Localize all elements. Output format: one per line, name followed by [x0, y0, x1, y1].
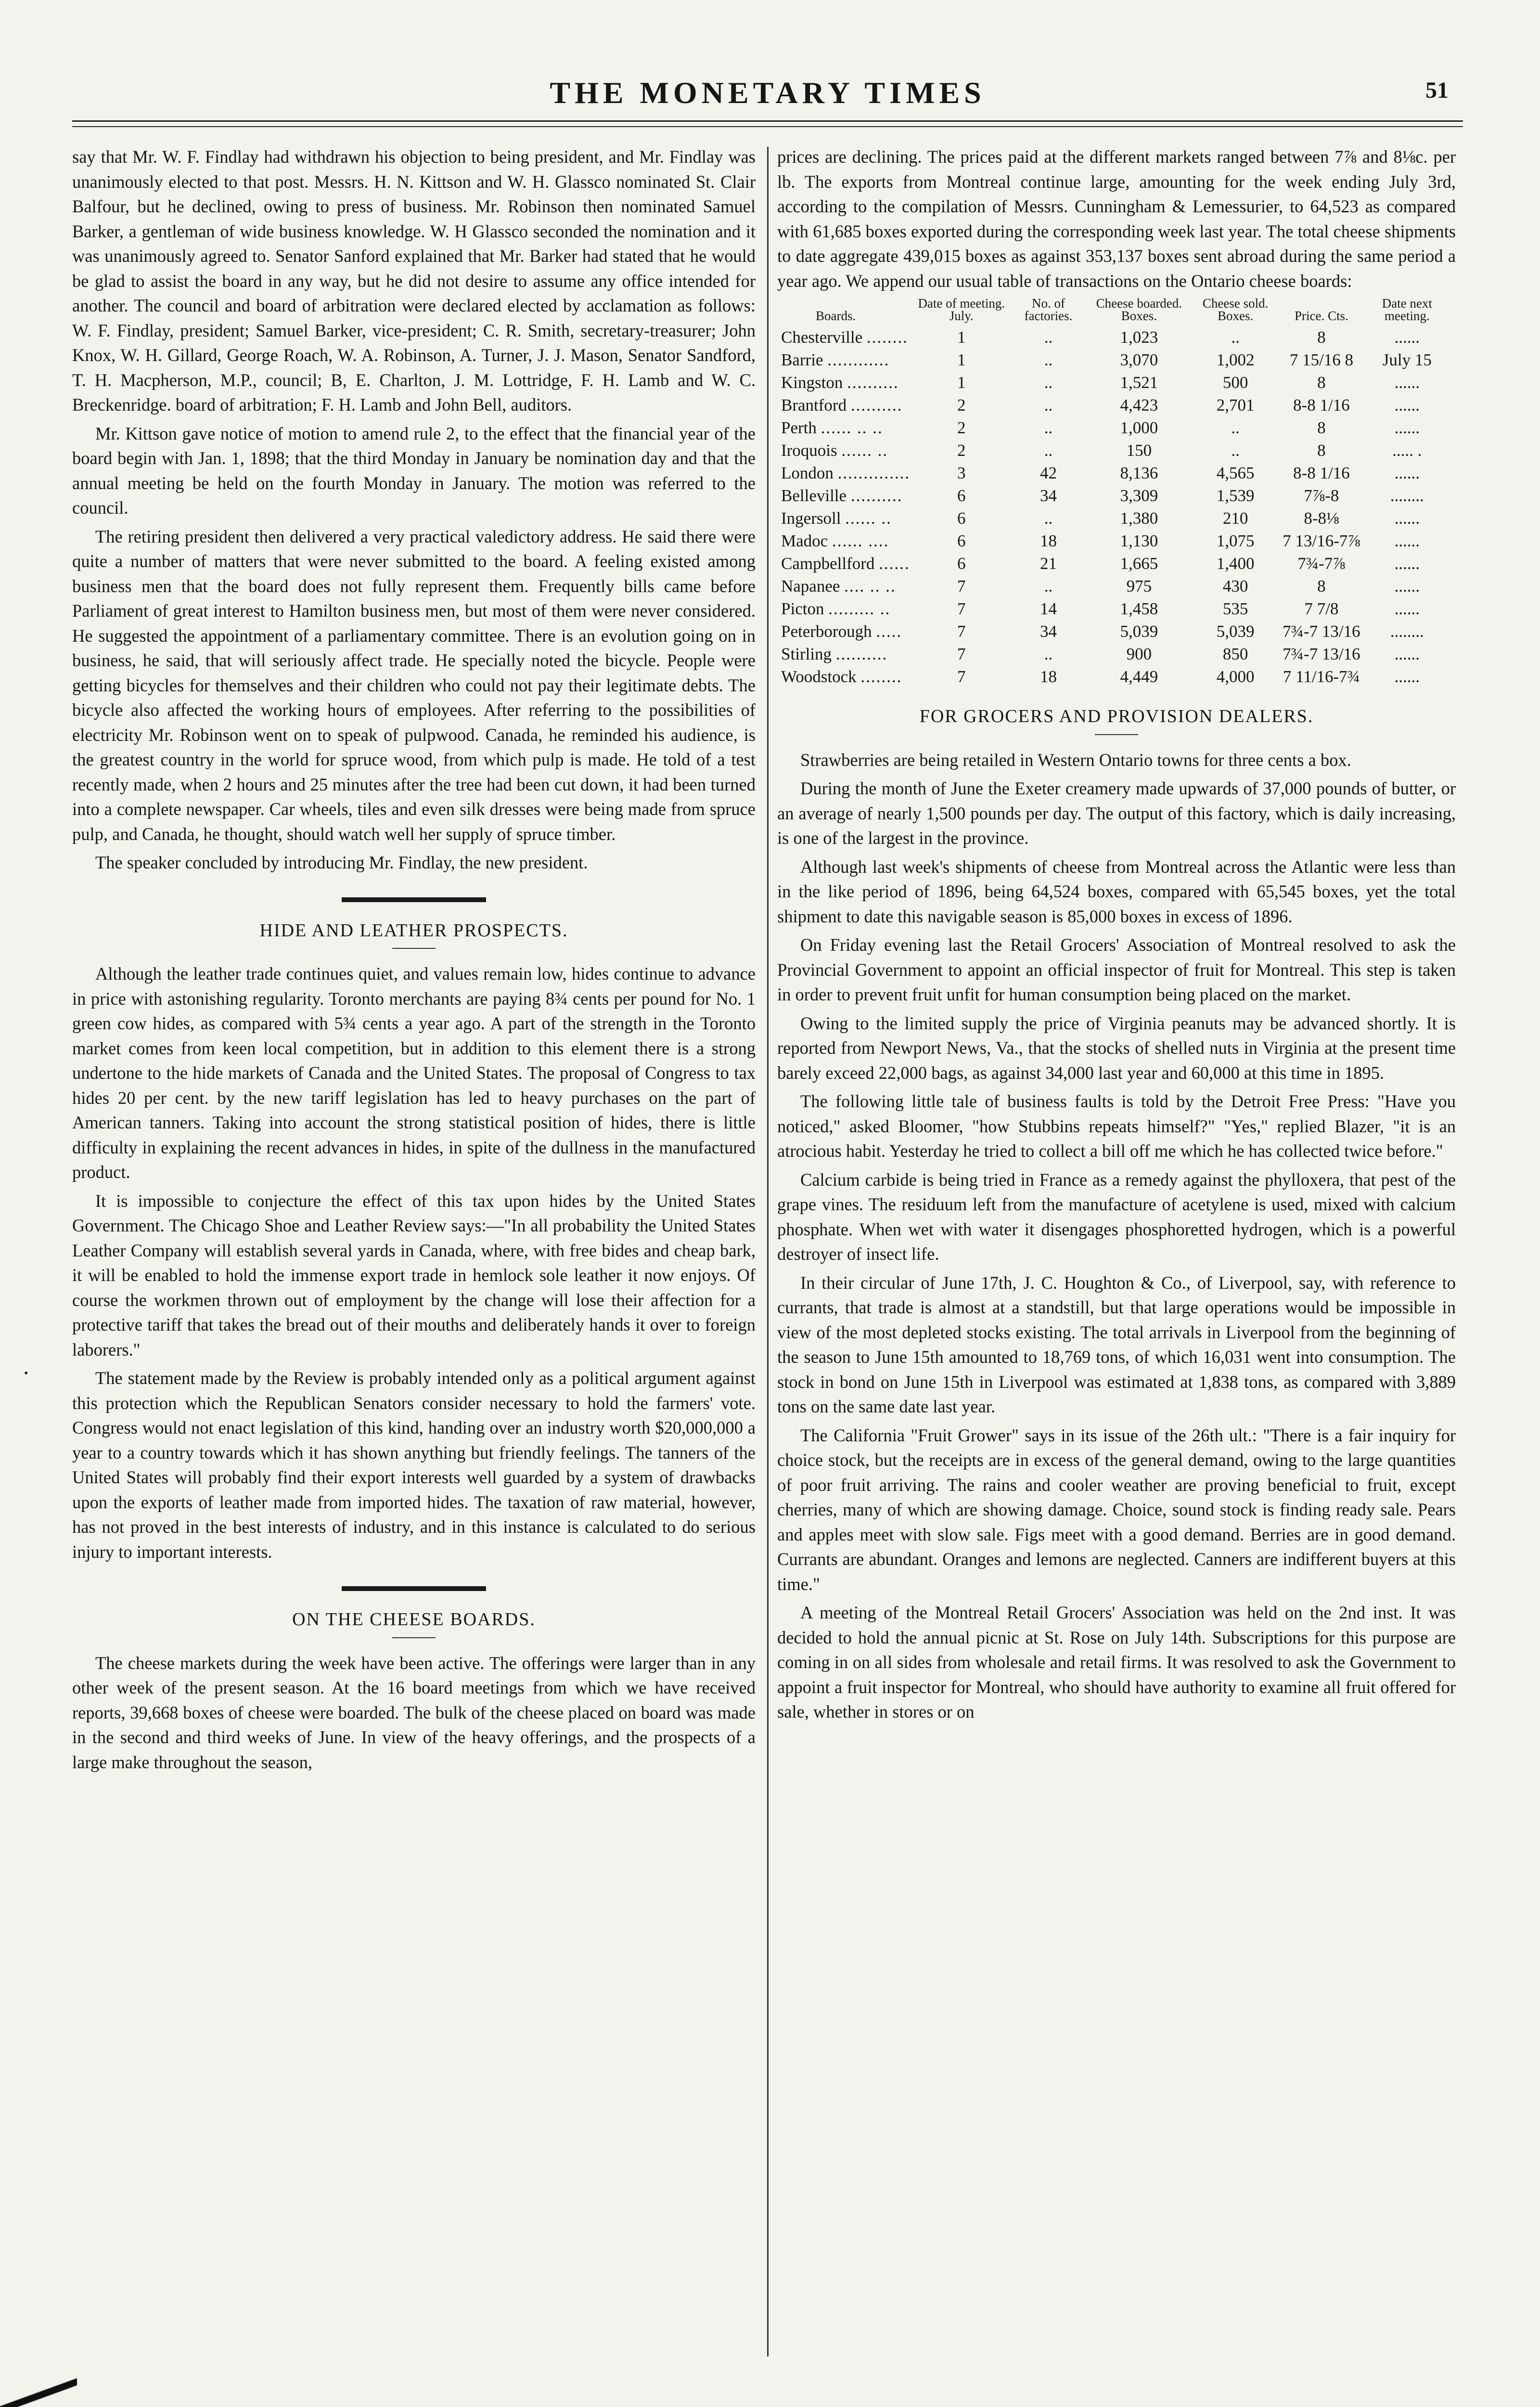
- leader-dots: ..........: [847, 373, 899, 392]
- cell-factories: ..: [1044, 373, 1053, 392]
- board-name: Barrie: [781, 350, 823, 369]
- leader-dots: .... .. ..: [844, 577, 896, 595]
- cell-sold: 210: [1222, 509, 1248, 528]
- cell-factories: 34: [1040, 622, 1057, 641]
- table-header-row: [777, 297, 1451, 326]
- cell-sold: ..: [1231, 441, 1240, 460]
- cell-sold: 5,039: [1216, 622, 1255, 641]
- cell-date: 7: [957, 577, 966, 595]
- board-name: Ingersoll: [781, 509, 841, 528]
- title-underline: [392, 948, 436, 949]
- cell-boarded: 1,521: [1120, 373, 1158, 392]
- cell-factories: 42: [1040, 464, 1057, 482]
- cell-factories: ..: [1044, 509, 1053, 528]
- board-name: Kingston: [781, 373, 843, 392]
- cell-factories: 14: [1040, 599, 1057, 618]
- cell-next: ......: [1394, 554, 1420, 573]
- cell-price: 7 15/16 8: [1289, 350, 1353, 369]
- cell-sold: 4,000: [1216, 667, 1255, 686]
- cell-factories: 34: [1040, 486, 1057, 505]
- table-row: [777, 349, 1451, 371]
- cell-price: 8-8⅛: [1304, 509, 1339, 528]
- cell-boarded: 150: [1126, 441, 1152, 460]
- cell-factories: 18: [1040, 667, 1057, 686]
- cell-board: [777, 665, 913, 688]
- cell-sold: 1,539: [1216, 486, 1255, 505]
- cell-sold: 2,701: [1216, 396, 1255, 414]
- cell-board: [777, 530, 913, 552]
- table-body: [777, 326, 1451, 688]
- paragraph: The following little tale of business faults is told by the Detroit Free Press: "Have you noticed," asked Bloomer, "how Stubbins repeats himself?" "Yes," replied Blazer, "it is an atrocious habit. Yesterday he tried to collect a bill off me which he has collected twice before.": [777, 1091, 1456, 1161]
- board-name: Picton: [781, 599, 824, 618]
- section-title-cheese-boards: ON THE CHEESE BOARDS.: [292, 1609, 536, 1630]
- paragraph: Although last week's shipments of cheese from Montreal across the Atlantic were less than in the like period of 1896, being 64,524 boxes, compared with 65,545 boxes, yet the total shipment to date this navigable season is 85,000 boxes in excess of 1896.: [777, 856, 1456, 926]
- paragraph: In their circular of June 17th, J. C. Houghton & Co., of Liverpool, say, with reference to currants, that trade is almost at a standstill, but that large operations would be impossible in view of the most depleted stocks existing. The total arrivals in Liverpool from the beginning of the season to June 15th amounted to 18,769 tons, of which 16,031 went into consumption. The stock in bond on June 15th in Liverpool was estimated at 1,838 tons, as compared with 3,889 tons on the same date last year.: [777, 1272, 1456, 1416]
- paragraph: The statement made by the Review is probably intended only as a political argument against this protection which the Republican Senators consider necessary to hold the farmers' vote. Congress would not enact legislation of this kind, handing over an industry worth $20,000,000 a year to a country towards which it has shown anything but friendly feelings. The tanners of the United States will probably find their export interests well guarded by a system of drawbacks upon the exports of leather made from imported hides. The taxation of raw material, however, has not proved in the best interests of industry, and in this instance is calculated to do serious injury to important interests.: [72, 1368, 756, 1562]
- cell-date: 1: [957, 328, 966, 347]
- cell-date: 7: [957, 599, 966, 618]
- leader-dots: ..............: [837, 464, 911, 482]
- title-underline: [392, 1637, 436, 1638]
- cell-date: 1: [957, 373, 966, 392]
- table-row: [777, 371, 1451, 394]
- right-column: [777, 144, 1456, 1728]
- cell-next: ......: [1394, 418, 1420, 437]
- leader-dots: ..........: [835, 645, 888, 663]
- cell-price: 7 13/16-7⅞: [1283, 531, 1360, 550]
- cell-boarded: 1,665: [1120, 554, 1158, 573]
- cell-next: ......: [1394, 328, 1420, 347]
- header-next-meeting: Date next meeting.: [1382, 296, 1432, 323]
- header-date: Date of meeting. July.: [918, 296, 1005, 323]
- section-divider: [342, 1586, 486, 1591]
- table-row: [777, 484, 1451, 507]
- masthead: [72, 72, 1463, 111]
- header-rule-thin: [72, 126, 1463, 127]
- cell-factories: 18: [1040, 531, 1057, 550]
- table-row: [777, 439, 1451, 462]
- cell-date: 7: [957, 645, 966, 663]
- board-name: Campbellford: [781, 554, 875, 573]
- table-row: [777, 530, 1451, 552]
- paragraph: The speaker concluded by introducing Mr. Findlay, the new president.: [95, 853, 588, 872]
- cell-price: 7 7/8: [1304, 599, 1339, 618]
- cell-date: 6: [957, 486, 966, 505]
- table-row: [777, 597, 1451, 620]
- paragraph: Owing to the limited supply the price of Virginia peanuts may be advanced shortly. It is reported from Newport News, Va., that the stocks of shelled nuts in Virginia at the present time barely exceed 22,000 bags, as against 34,000 last year and 60,000 at this time in 1895.: [777, 1013, 1456, 1083]
- leader-dots: ...... ....: [832, 531, 889, 550]
- cell-date: 6: [957, 531, 966, 550]
- cell-price: 7¾-7⅞: [1297, 554, 1346, 573]
- board-name: Perth: [781, 418, 817, 437]
- publication-title: THE MONETARY TIMES: [550, 76, 986, 110]
- cell-boarded: 1,130: [1120, 531, 1158, 550]
- left-column: [72, 144, 756, 1778]
- paragraph: say that Mr. W. F. Findlay had withdrawn his objection to being president, and Mr. Findlay was unanimously elected to that post. Messrs. H. N. Kittson and W. H. Glassco nominated St. Clair Balfour, but he declined, owing to press of business. Mr. Robinson then nominated Samuel Barker, a gentleman of wide business knowledge. W. H Glassco seconded the nomination and it was unanimously agreed to. Senator Sanford explained that Mr. Barker had stated that he would be glad to assist the board in any way, but he did not desire to assume any office intended for another. The council and board of arbitration were declared elected by acclamation as follows: W. F. Findlay, president; Samuel Barker, vice-president; C. R. Smith, secretary-treasurer; John Knox, W. H. Gillard, George Roach, W. A. Robinson, A. Turner, J. J. Mason, Senator Sandford, T. H. Macpherson, M.P., council; B, E. Charlton, J. M. Lottridge, F. H. Lamb and W. C. Breckenridge. board of arbitration; F. H. Lamb and John Bell, auditors.: [72, 147, 756, 414]
- board-name: Brantford: [781, 396, 847, 414]
- table-row: [777, 620, 1451, 643]
- cell-price: 7 11/16-7¾: [1283, 667, 1360, 686]
- cell-date: 7: [957, 622, 966, 641]
- cell-date: 2: [957, 396, 966, 414]
- cell-boarded: 3,309: [1120, 486, 1158, 505]
- leader-dots: ..........: [850, 486, 903, 505]
- cell-boarded: 4,449: [1120, 667, 1158, 686]
- section-title-hide-leather: HIDE AND LEATHER PROSPECTS.: [259, 920, 568, 941]
- cell-board: [777, 439, 913, 462]
- cell-board: [777, 620, 913, 643]
- title-underline: [1095, 734, 1138, 735]
- cheese-boards-table: [777, 297, 1451, 688]
- cell-board: [777, 597, 913, 620]
- leader-dots: ...... .. ..: [821, 418, 883, 437]
- cell-boarded: 1,380: [1120, 509, 1158, 528]
- board-name: Madoc: [781, 531, 828, 550]
- cell-sold: ..: [1231, 328, 1240, 347]
- board-name: London: [781, 464, 834, 482]
- section-divider: [342, 897, 486, 902]
- cell-board: [777, 394, 913, 416]
- leader-dots: ......... ..: [828, 599, 891, 618]
- cell-sold: ..: [1231, 418, 1240, 437]
- paragraph: Strawberries are being retailed in Western Ontario towns for three cents a box.: [800, 750, 1351, 770]
- leader-dots: ...... ..: [845, 509, 892, 528]
- board-name: Peterborough: [781, 622, 872, 641]
- paragraph: Mr. Kittson gave notice of motion to amend rule 2, to the effect that the financial year of the board begin with Jan. 1, 1898; that the third Monday in January be nomination day and that the annual meeting be held on the fourth Monday in January. The motion was referred to the council.: [72, 423, 756, 518]
- cell-boarded: 4,423: [1120, 396, 1158, 414]
- cell-date: 2: [957, 418, 966, 437]
- cell-board: [777, 462, 913, 484]
- paragraph: It is impossible to conjecture the effect of this tax upon hides by the United States Government. The Chicago Shoe and Leather Review says:—"In all probability the United States Leather Company will establish several yards in Canada, where, with free bides and cheap bark, it will be enabled to hold the immense export trade in hemlock sole leather it now enjoys. Of course the workmen thrown out of employment by the change will lose their affection for a protective tariff that takes the bread out of their mouths and deliberately hands it over to foreign laborers.": [72, 1191, 756, 1359]
- header-boarded: Cheese boarded. Boxes.: [1096, 296, 1182, 323]
- cell-next: ......: [1394, 577, 1420, 595]
- cell-board: [777, 416, 913, 439]
- cell-next: ......: [1394, 599, 1420, 618]
- cell-board: [777, 643, 913, 665]
- cell-next: ......: [1394, 373, 1420, 392]
- leader-dots: ......: [879, 554, 910, 573]
- board-name: Stirling: [781, 645, 832, 663]
- board-name: Belleville: [781, 486, 847, 505]
- cell-sold: 1,075: [1216, 531, 1255, 550]
- paragraph: The retiring president then delivered a very practical valedictory address. He said there were quite a number of matters that were never submitted to the board. A feeling existed among business men that the board does not fully represent them. Frequently bills came before Parliament of great interest to Hamilton business men, but most of them were never considered. He suggested the appointment of a parliamentary committee. There is an evolution going on in business, he said, that will seriously affect trade. He specially noted the bicycle. People were getting bicycles for themselves and their children who could not pay their legitimate debts. The bicycle also affected the working hours of employees. After referring to the possibilities of electricity Mr. Robinson went on to speak of pulpwood. Canada, he reminded his audience, is the greatest country in the world for spruce wood, from which pulp is made. He told of a test recently made, when 2 hours and 25 minutes after the tree had been cut down, it had been turned into a complete newspaper. Car wheels, tiles and even silk dresses were being made from spruce pulp, and Canada, he thought, should watch well her supply of spruce timber.: [72, 526, 756, 844]
- column-separator: [767, 147, 769, 2356]
- leader-dots: ........: [860, 667, 902, 686]
- table-row: [777, 665, 1451, 688]
- table-row: [777, 575, 1451, 597]
- cell-price: 8-8 1/16: [1293, 396, 1350, 414]
- cell-factories: ..: [1044, 645, 1053, 663]
- leader-dots: ............: [827, 350, 890, 369]
- margin-mark: •: [24, 1367, 28, 1380]
- paragraph: On Friday evening last the Retail Grocers' Association of Montreal resolved to ask the Provincial Government to appoint an official inspector of fruit for Montreal. This step is taken in order to prevent fruit unfit for human consumption being placed on the market.: [777, 935, 1456, 1004]
- cell-sold: 850: [1222, 645, 1248, 663]
- table-row: [777, 507, 1451, 530]
- cell-boarded: 3,070: [1120, 350, 1158, 369]
- cell-boarded: 975: [1126, 577, 1152, 595]
- cell-boarded: 900: [1126, 645, 1152, 663]
- cell-sold: 1,400: [1216, 554, 1255, 573]
- cell-factories: 21: [1040, 554, 1057, 573]
- paragraph: The California "Fruit Grower" says in its issue of the 26th ult.: "There is a fair inquiry for choice stock, but the receipts are in excess of the general demand, owing to the large quantities of poor fruit arriving. The rains and cooler weather are proving beneficial to fruit, except cherries, many of which are showing damage. Choice, sound stock is finding ready sale. Pears and apples meet with slow sale. Figs meet with a good demand. Berries are in good demand. Currants are abundant. Oranges and lemons are neglected. Canners are indifferent buyers at this time.": [777, 1425, 1456, 1594]
- cell-price: 8: [1317, 373, 1326, 392]
- cell-boarded: 5,039: [1120, 622, 1158, 641]
- cell-date: 1: [957, 350, 966, 369]
- cell-sold: 1,002: [1216, 350, 1255, 369]
- cell-factories: ..: [1044, 577, 1053, 595]
- leader-dots: ..........: [850, 396, 903, 414]
- board-name: Chesterville: [781, 328, 863, 347]
- header-boards: Boards.: [816, 309, 856, 323]
- cell-next: ........: [1390, 486, 1424, 505]
- cell-board: [777, 575, 913, 597]
- table-row: [777, 643, 1451, 665]
- cell-price: 7¾-7 13/16: [1283, 622, 1360, 641]
- table-row: [777, 416, 1451, 439]
- cell-date: 6: [957, 509, 966, 528]
- table-row: [777, 462, 1451, 484]
- cell-boarded: 8,136: [1120, 464, 1158, 482]
- cell-sold: 430: [1222, 577, 1248, 595]
- cell-next: ......: [1394, 645, 1420, 663]
- cell-factories: ..: [1044, 441, 1053, 460]
- cell-board: [777, 507, 913, 530]
- cell-next: July 15: [1382, 350, 1432, 369]
- cell-boarded: 1,458: [1120, 599, 1158, 618]
- cell-next: ..... .: [1392, 441, 1422, 460]
- cell-price: 8: [1317, 328, 1326, 347]
- cell-price: 7¾-7 13/16: [1283, 645, 1360, 663]
- paragraph: A meeting of the Montreal Retail Grocers' Association was held on the 2nd inst. It was decided to hold the annual picnic at St. Rose on July 14th. Subscriptions for this purpose are coming in on all sides from wholesale and retail firms. It was resolved to ask the Government to appoint a fruit inspector for Montreal, who should have authority to examine all fruit offered for sale, whether in stores or on: [777, 1603, 1456, 1721]
- cell-date: 2: [957, 441, 966, 460]
- header-factories: No. of factories.: [1024, 296, 1073, 323]
- paragraph: During the month of June the Exeter creamery made upwards of 37,000 pounds of butter, or an average of nearly 1,500 pounds per day. The output of this factory, which is daily increasing, is one of the largest in the province.: [777, 778, 1456, 848]
- page-number: 51: [1425, 78, 1449, 103]
- cell-factories: ..: [1044, 328, 1053, 347]
- table-row: [777, 394, 1451, 416]
- cell-sold: 500: [1222, 373, 1248, 392]
- cell-price: 8: [1317, 418, 1326, 437]
- cell-board: [777, 371, 913, 394]
- cell-next: ......: [1394, 667, 1420, 686]
- cell-board: [777, 484, 913, 507]
- cell-next: ......: [1394, 531, 1420, 550]
- board-name: Woodstock: [781, 667, 857, 686]
- cell-date: 3: [957, 464, 966, 482]
- leader-dots: ........: [866, 328, 908, 347]
- header-price: Price. Cts.: [1294, 309, 1348, 323]
- section-title-grocers: FOR GROCERS AND PROVISION DEALERS.: [919, 706, 1314, 726]
- cell-next: ......: [1394, 509, 1420, 528]
- cell-next: ........: [1390, 622, 1424, 641]
- cell-price: 8: [1317, 441, 1326, 460]
- header-rule: [72, 120, 1463, 122]
- board-name: Napanee: [781, 577, 840, 595]
- table-row: [777, 326, 1451, 349]
- cell-factories: ..: [1044, 418, 1053, 437]
- cell-sold: 4,565: [1216, 464, 1255, 482]
- page-corner-scan-mark: [0, 2349, 77, 2407]
- cell-next: ......: [1394, 464, 1420, 482]
- cell-board: [777, 552, 913, 575]
- cell-date: 6: [957, 554, 966, 573]
- cell-price: 7⅞-8: [1304, 486, 1339, 505]
- board-name: Iroquois: [781, 441, 837, 460]
- leader-dots: ...... ..: [841, 441, 888, 460]
- leader-dots: .....: [876, 622, 902, 641]
- cell-factories: ..: [1044, 350, 1053, 369]
- cell-price: 8-8 1/16: [1293, 464, 1350, 482]
- cell-next: ......: [1394, 396, 1420, 414]
- header-sold: Cheese sold. Boxes.: [1202, 296, 1269, 323]
- paragraph: prices are declining. The prices paid at the different markets ranged between 7⅞ and 8⅛c. per lb. The exports from Montreal continue large, amounting for the week ending July 3rd, according to the compilation of Messrs. Cunningham & Lemessurier, to 64,523 as compared with 61,685 boxes exported during the corresponding week last year. The total cheese shipments to date aggregate 439,015 boxes as against 353,137 boxes sent abroad during the same period a year ago. We append our usual table of transactions on the Ontario cheese boards:: [777, 147, 1456, 291]
- cell-price: 8: [1317, 577, 1326, 595]
- cell-date: 7: [957, 667, 966, 686]
- cell-factories: ..: [1044, 396, 1053, 414]
- cell-boarded: 1,000: [1120, 418, 1158, 437]
- paragraph: Calcium carbide is being tried in France as a remedy against the phylloxera, that pest of the grape vines. The residuum left from the manufacture of acetylene is used, mixed with calcium phosphate. When wet with water it disengages phosphoretted hydrogen, which is a powerful destroyer of insect life.: [777, 1169, 1456, 1264]
- paragraph: Although the leather trade continues quiet, and values remain low, hides continue to advance in price with astonishing regularity. Toronto merchants are paying 8¾ cents per pound for No. 1 green cow hides, as compared with 5¾ cents a year ago. A part of the strength in the Toronto market comes from keen local competition, but in addition to this element there is a strong undertone to the hide markets of Canada and the United States. The proposal of Congress to tax hides 20 per cent. by the new tariff legislation has led to heavy purchases on the part of American tanners. Taking into account the strong statistical position of hides, there is little difficulty in explaining the recent advances in hides, in spite of the dullness in the manufactured product.: [72, 964, 756, 1182]
- cell-board: [777, 349, 913, 371]
- cell-boarded: 1,023: [1120, 328, 1158, 347]
- paragraph: The cheese markets during the week have been active. The offerings were larger than in any other week of the present season. At the 16 board meetings from which we have received reports, 39,668 boxes of cheese were boarded. The bulk of the cheese placed on board was made in the second and third weeks of June. In view of the heavy offerings, and the prospects of a large make throughout the season,: [72, 1653, 756, 1772]
- cell-board: [777, 326, 913, 349]
- table-row: [777, 552, 1451, 575]
- cell-sold: 535: [1222, 599, 1248, 618]
